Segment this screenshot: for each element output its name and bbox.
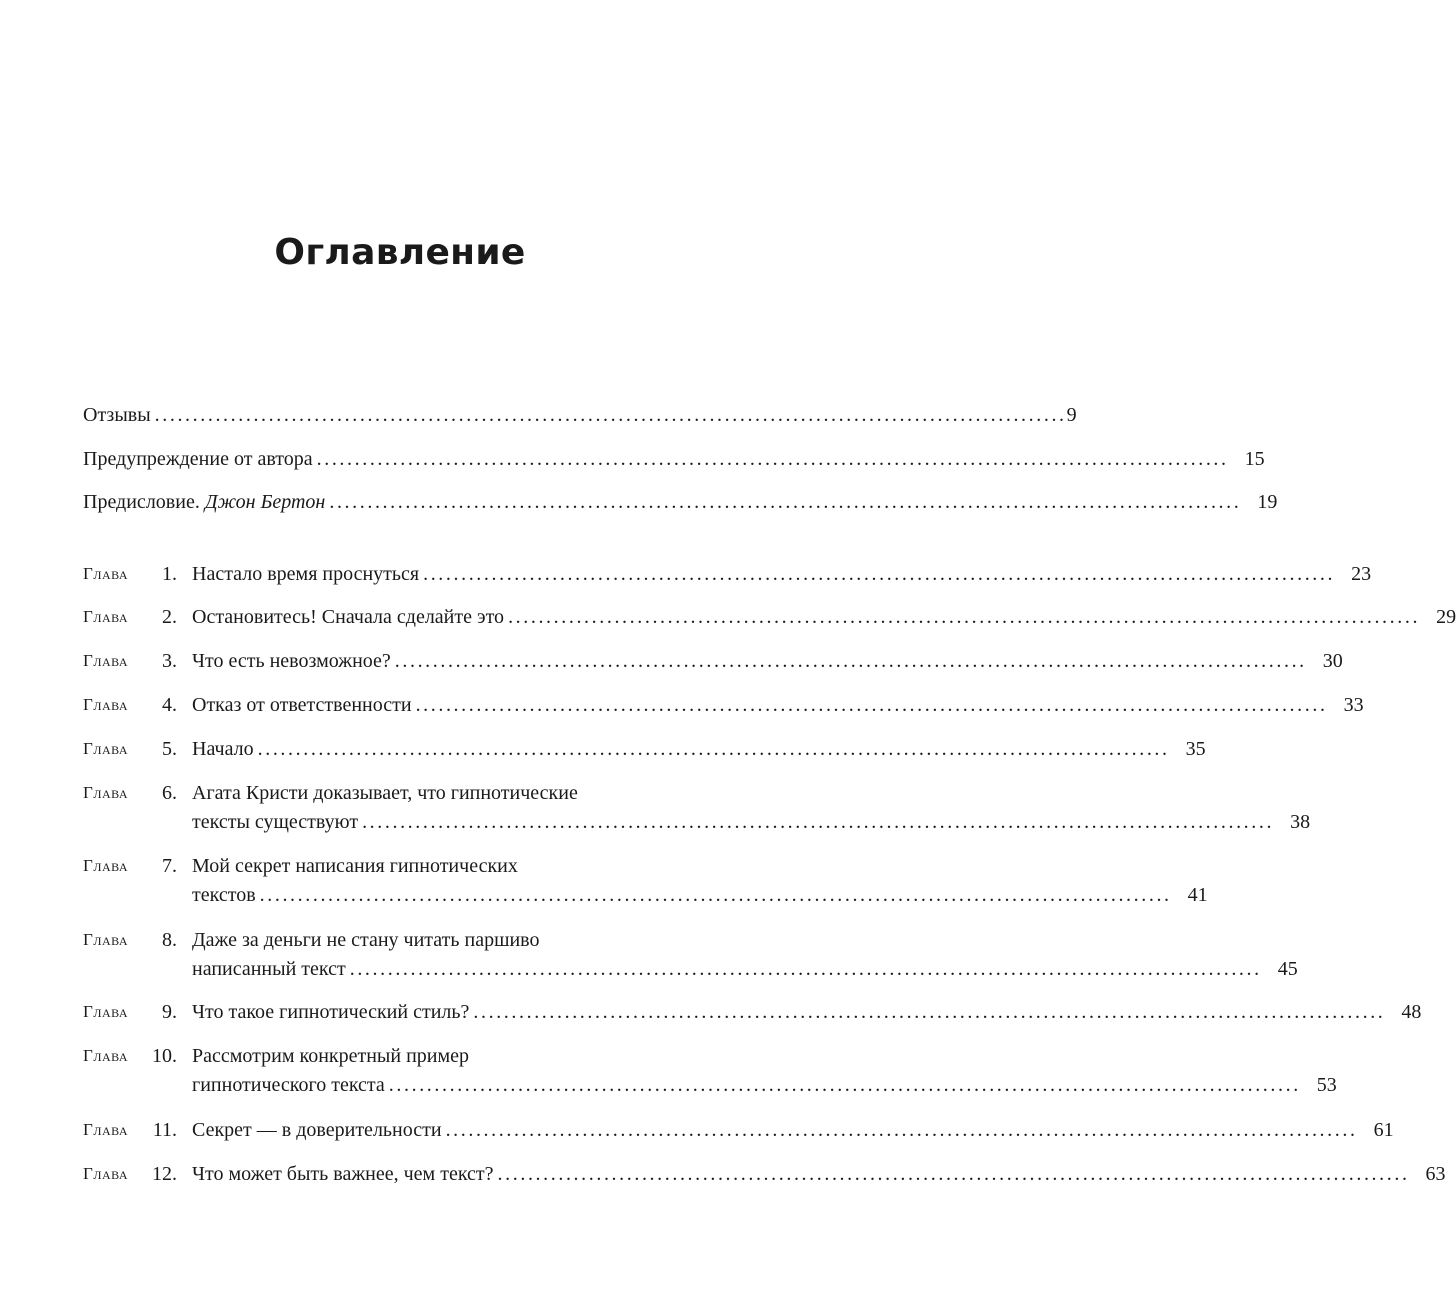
chapter-title: Остановитесь! Сначала сделайте это: [192, 606, 505, 628]
toc-page-number: 63: [1425, 1163, 1446, 1185]
chapter-title-line: [192, 604, 1456, 630]
chapter-title: Агата Кристи доказывает, что гипнотические: [192, 782, 578, 804]
chapter-title: Рассмотрим конкретный пример: [192, 1045, 470, 1067]
chapter-title: Отказ от ответственности: [192, 694, 412, 716]
chapter-number: 6.: [162, 782, 177, 804]
toc-entry-reviews[interactable]: [83, 402, 1077, 428]
chapter-number: 11.: [152, 1119, 177, 1141]
chapter-title-line: [192, 882, 1208, 908]
foreword-label: Предисловие.: [83, 491, 205, 513]
chapter-title-line: [192, 1117, 1394, 1143]
toc-page-number: 23: [1351, 563, 1372, 585]
chapter-label: Глава: [83, 607, 129, 626]
chapter-title-line: [192, 809, 1311, 835]
chapter-label: Глава: [83, 1164, 129, 1183]
chapter-number: 7.: [162, 855, 177, 877]
chapter-label: Глава: [83, 651, 129, 670]
toc-page-number: 45: [1277, 958, 1298, 980]
leader-dots: ........................................................................................................................: [259, 884, 1172, 906]
leader-dots: ........................................................................................................................: [329, 491, 1242, 513]
toc-page-number: 48: [1401, 1001, 1422, 1023]
chapter-number: 8.: [162, 929, 177, 951]
leader-dots: ........................................................................................................................: [497, 1163, 1410, 1185]
leader-dots: ........................................................................................................................: [257, 738, 1170, 760]
toc-entry-title: Предупреждение от автора: [83, 448, 313, 470]
chapter-title: написанный текст: [192, 958, 346, 980]
chapter-label: Глава: [83, 739, 129, 758]
chapter-label: Глава: [83, 695, 129, 714]
leader-dots: ........................................................................................................................: [415, 694, 1328, 716]
toc-page-number: 19: [1257, 491, 1278, 513]
chapter-label: Глава: [83, 564, 129, 583]
leader-dots: ........................................................................................................................: [349, 958, 1262, 980]
chapter-title-line: [192, 561, 1372, 587]
chapter-title: Что есть невозможное?: [192, 650, 391, 672]
chapter-number: 10.: [152, 1045, 177, 1067]
chapter-number: 3.: [162, 650, 177, 672]
toc-page-number: 29: [1436, 606, 1456, 628]
leader-dots: ........................................................................................................................: [508, 606, 1421, 628]
table-of-contents: [83, 0, 1456, 1312]
toc-entry-warning[interactable]: [83, 446, 1265, 472]
toc-page-number: 33: [1343, 694, 1364, 716]
chapter-title-line: [192, 999, 1422, 1025]
chapter-label: Глава: [83, 1120, 129, 1139]
chapter-label: Глава: [83, 783, 129, 802]
toc-page-number: 38: [1290, 811, 1311, 833]
chapter-title: гипнотического текста: [192, 1074, 385, 1096]
chapter-title: Начало: [192, 738, 254, 760]
chapter-title-line: [192, 692, 1364, 718]
chapter-title-line: [192, 1072, 1337, 1098]
leader-dots: ........................................................................................................................: [423, 563, 1336, 585]
toc-entry-title: [83, 489, 329, 515]
chapter-title-line: [192, 1161, 1446, 1187]
leader-dots: ........................................................................................................................: [154, 404, 1067, 426]
chapter-title: текстов: [192, 884, 256, 906]
leader-dots: ........................................................................................................................: [362, 811, 1275, 833]
leader-dots: ........................................................................................................................: [316, 448, 1229, 470]
toc-entry-title: Отзывы: [83, 404, 151, 426]
chapter-label: Глава: [83, 930, 129, 949]
chapter-title: Что такое гипнотический стиль?: [192, 1001, 470, 1023]
foreword-author: Джон Бертон: [204, 491, 326, 513]
chapter-title: тексты существуют: [192, 811, 359, 833]
chapter-title: Настало время проснуться: [192, 563, 420, 585]
leader-dots: ........................................................................................................................: [388, 1074, 1301, 1096]
chapter-number: 9.: [162, 1001, 177, 1023]
chapter-title-line: [192, 956, 1298, 982]
chapter-title: Секрет — в доверительности: [192, 1119, 442, 1141]
chapter-number: 1.: [162, 563, 177, 585]
chapter-number: 2.: [162, 606, 177, 628]
leader-dots: ........................................................................................................................: [473, 1001, 1386, 1023]
leader-dots: ........................................................................................................................: [394, 650, 1307, 672]
toc-page-number: 35: [1185, 738, 1206, 760]
chapter-title-line: [192, 648, 1343, 674]
toc-page-number: 30: [1322, 650, 1343, 672]
toc-page-number: 41: [1187, 884, 1208, 906]
leader-dots: ........................................................................................................................: [445, 1119, 1358, 1141]
chapter-number: 5.: [162, 738, 177, 760]
toc-entry-foreword[interactable]: [83, 489, 1278, 515]
chapter-number: 4.: [162, 694, 177, 716]
toc-page-number: 9: [1066, 404, 1077, 426]
page-title: Оглавление: [274, 232, 526, 273]
chapter-title: Даже за деньги не стану читать паршиво: [192, 929, 540, 951]
toc-page-number: 61: [1373, 1119, 1394, 1141]
chapter-title: Что может быть важнее, чем текст?: [192, 1163, 494, 1185]
chapter-number: 12.: [152, 1163, 177, 1185]
toc-page-number: 15: [1244, 448, 1265, 470]
chapter-label: Глава: [83, 856, 129, 875]
toc-page-number: 53: [1316, 1074, 1337, 1096]
chapter-title-line: [192, 736, 1206, 762]
chapter-title: Мой секрет написания гипнотических: [192, 855, 518, 877]
chapter-label: Глава: [83, 1046, 129, 1065]
chapter-label: Глава: [83, 1002, 129, 1021]
